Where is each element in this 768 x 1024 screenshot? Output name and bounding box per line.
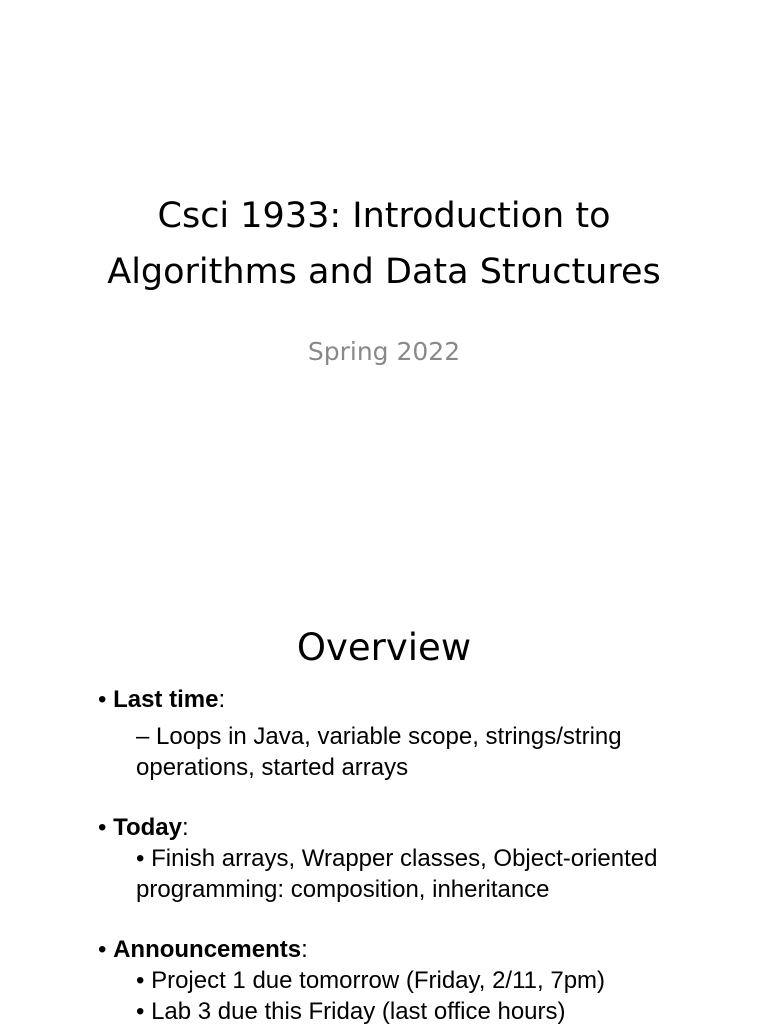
overview-title: Overview [296, 626, 472, 669]
announcement-item: • Project 1 due tomorrow (Friday, 2/11, 7pm) [136, 967, 606, 994]
announcements-colon: : [301, 936, 308, 963]
today-colon: : [181, 814, 189, 841]
last-time-detail-line-1: – Loops in Java, variable scope, strings/string [136, 723, 622, 750]
bullet-marker: • [98, 814, 107, 841]
course-title-line-2: Algorithms and Data Structures [107, 252, 661, 292]
course-title-line-1: Csci 1933: Introduction to [157, 196, 611, 236]
course-title [0, 188, 768, 300]
last-time-heading [98, 684, 225, 715]
last-time-detail-line-2: operations, started arrays [136, 754, 409, 781]
last-time-colon: : [218, 686, 226, 713]
today-heading [98, 812, 189, 843]
today-detail-line-1: • Finish arrays, Wrapper classes, Object-oriented [136, 845, 658, 872]
last-time-label: Last time [113, 686, 219, 713]
announcements-list [136, 965, 736, 1024]
announcement-item: • Lab 3 due this Friday (last office hours) [136, 998, 566, 1024]
today-detail [136, 843, 736, 905]
course-term: Spring 2022 [307, 337, 461, 366]
today-label: Today [113, 814, 182, 841]
bullet-marker: • [98, 936, 107, 963]
bullet-marker: • [98, 686, 107, 713]
announcements-heading [98, 934, 308, 965]
announcements-label: Announcements [113, 936, 302, 963]
today-detail-line-2: programming: composition, inheritance [136, 876, 550, 903]
last-time-detail [136, 721, 736, 783]
